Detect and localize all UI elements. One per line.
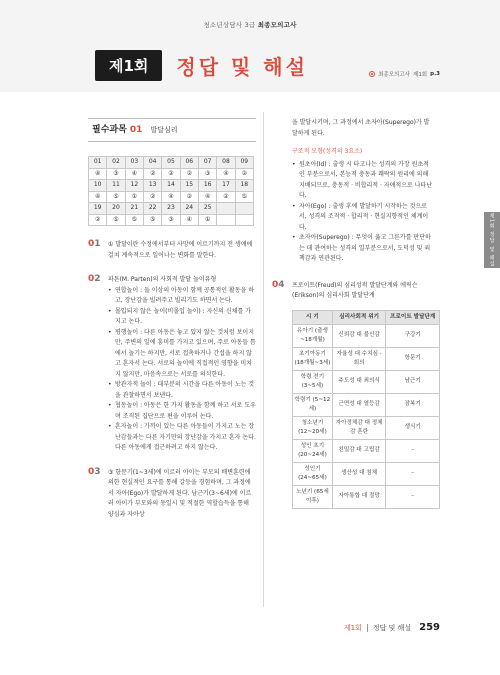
header-subtitle-bold: 최종모의고사 — [257, 21, 297, 29]
question-number-cell: 02 — [107, 157, 125, 169]
table-cell: 자아통합 대 절망 — [332, 485, 386, 508]
answer-cell: ④ — [198, 191, 216, 203]
answer-cell: ② — [235, 168, 253, 180]
question-number-cell: 18 — [235, 180, 253, 192]
answer-cell: ④ — [125, 168, 143, 180]
side-tab: 제1회 정답 및 해설 — [484, 212, 500, 268]
question-04-text: 프로이트(Freud)의 심리성적 발달단계와 에릭슨(Erikson)의 심리사회 발달단계 — [292, 281, 418, 299]
table-cell: 생식기 — [386, 416, 440, 439]
list-item: • 원초아(Id) : 출생 시 타고나는 성격의 가장 원초적인 부분으로서, 본능적 충동과 쾌락의 원리에 의해 지배되므로, 충동적 · 비합리적 · 자애적으로 나타난다. — [292, 160, 434, 202]
structure-list — [292, 160, 434, 265]
question-number-cell: 25 — [198, 203, 216, 215]
table-cell: 노년기 (65세 이후) — [293, 485, 333, 508]
table-cell: 청소년기 (12~20세) — [293, 416, 333, 439]
answer-value-row — [89, 191, 254, 203]
question-number-cell: 22 — [143, 203, 161, 215]
question-number-cell: 13 — [143, 180, 161, 192]
list-item: • 방관자적 놀이 : 대부분의 시간을 다른 아동이 노는 것을 관찰하면서 보낸다. — [108, 380, 256, 401]
table-cell: 신뢰감 대 불신감 — [332, 324, 386, 347]
table-row — [293, 393, 440, 416]
round-badge: 제1회 — [95, 50, 162, 81]
table-cell: 성인 초기 (20~24세) — [293, 439, 333, 462]
question-number-cell: 23 — [162, 203, 180, 215]
subject-tag-label: 필수과목 — [92, 124, 127, 135]
footer-round: 제1회 — [343, 623, 362, 632]
table-cell: 생산성 대 침체 — [332, 462, 386, 485]
list-item: • 몰입되지 않은 놀이(비몰입 놀이) : 자신의 신체를 가지고 논다. — [108, 307, 256, 328]
table-header: 심리사회적 위기 — [332, 310, 386, 324]
header-right-round: 제1회 — [413, 72, 428, 78]
development-table — [292, 310, 440, 509]
answer-cell: ⑤ — [107, 191, 125, 203]
answer-cell: ② — [217, 191, 235, 203]
header-subtitle — [0, 20, 500, 29]
answer-cell: ① — [198, 214, 216, 226]
list-item: • 평행놀이 : 다른 아동은 놓고 있지 않는 것처럼 보이지만, 주변의 일에 흥미를 가지고 있으며, 주로 아동들 틈에서 놀기는 하지만, 서로 접촉하거나 간섭을 하지 않고 혼자서 논다. 서로의 놀이에 직접적인 영향을 미치지 않지만, 마음속으로는 서로를 의식한다. — [108, 328, 256, 381]
table-cell: 자아정체감 대 정체감 혼란 — [332, 416, 386, 439]
table-row — [293, 416, 440, 439]
question-03-continued: 을 발달시키며, 그 과정에서 초자아(Superego)가 발달하게 된다. — [292, 119, 430, 137]
table-cell: 유아기 (출생~18개월) — [293, 324, 333, 347]
table-cell: – — [386, 485, 440, 508]
question-number-cell: 21 — [125, 203, 143, 215]
table-cell: 주도성 대 죄의식 — [332, 370, 386, 393]
answer-cell: ② — [89, 214, 107, 226]
answer-table — [88, 156, 254, 226]
question-number-cell: 03 — [125, 157, 143, 169]
table-row — [293, 370, 440, 393]
question-number-cell: 09 — [235, 157, 253, 169]
question-number-cell: 06 — [180, 157, 198, 169]
list-item: • 혼자놀이 : 가까이 있는 다른 아동들이 가지고 노는 장난감들과는 다른 자기만의 장난감을 가지고 혼자 논다. 다른 아동에게 접근하려고 하지 않는다. — [108, 422, 256, 454]
list-item: • 협동놀이 : 아동은 한 가지 활동을 함께 하고 서로 도우며 조직된 집단으로 편을 이루어 논다. — [108, 401, 256, 422]
answer-value-row — [89, 168, 254, 180]
bullseye-icon — [369, 71, 375, 77]
question-number-cell: 17 — [217, 180, 235, 192]
question-number-cell: 08 — [217, 157, 235, 169]
structure-section — [272, 147, 434, 265]
question-number-cell: 07 — [198, 157, 216, 169]
question-number-cell: 12 — [125, 180, 143, 192]
answer-cell: ⑤ — [125, 214, 143, 226]
table-cell: 구강기 — [386, 324, 440, 347]
right-column — [272, 118, 434, 509]
question-number-cell: 14 — [162, 180, 180, 192]
column-divider — [263, 112, 264, 607]
table-row — [293, 462, 440, 485]
left-column — [88, 118, 256, 520]
table-cell: 근면성 대 열등감 — [332, 393, 386, 416]
structure-heading: 구조적 모형(성격의 3요소) — [292, 148, 363, 155]
question-number: 01 — [88, 239, 101, 249]
question-number-cell: 20 — [107, 203, 125, 215]
answer-cell: ⑤ — [107, 214, 125, 226]
footer-separator — [367, 624, 368, 632]
answer-cell: ④ — [162, 191, 180, 203]
answer-cell: ③ — [198, 168, 216, 180]
answer-cell: ② — [162, 168, 180, 180]
table-cell: 친밀감 대 고립감 — [332, 439, 386, 462]
list-item: • 연합놀이 : 둘 이상의 아동이 함께 공통적인 활동을 하고, 장난감을 빌려주고 빌리기도 하면서 논다. — [108, 286, 256, 307]
question-02-intro: 파튼(M. Parten)의 사회적 발달 놀이유형 — [108, 276, 217, 283]
answer-cell: ② — [143, 168, 161, 180]
table-cell: 학령기 (5~12세) — [293, 393, 333, 416]
table-row — [293, 347, 440, 370]
table-cell: 성인기 (24~65세) — [293, 462, 333, 485]
question-number: 04 — [272, 279, 285, 290]
play-type-list — [108, 286, 256, 454]
answer-cell: ② — [180, 168, 198, 180]
question-number-cell: 04 — [143, 157, 161, 169]
answer-number-row — [89, 203, 254, 215]
question-number-cell: 11 — [107, 180, 125, 192]
header-title-row — [95, 50, 308, 80]
header-right-label — [369, 70, 440, 78]
footer-title: 정답 및 해설 — [372, 623, 412, 632]
header-subtitle-text: 청소년상담사 3급 — [203, 21, 256, 29]
table-row — [293, 439, 440, 462]
answer-value-row — [89, 214, 254, 226]
subject-tag-number: 01 — [129, 124, 143, 135]
answer-cell: ④ — [89, 191, 107, 203]
question-number-cell: 19 — [89, 203, 107, 215]
answer-cell: ④ — [89, 168, 107, 180]
answer-cell: ③ — [162, 214, 180, 226]
question-number-cell: 15 — [180, 180, 198, 192]
question-01 — [88, 240, 256, 261]
subject-tag — [92, 125, 142, 136]
question-number: 03 — [88, 466, 101, 477]
subject-header — [88, 118, 256, 142]
table-row — [293, 324, 440, 347]
subject-name: 발달심리 — [150, 125, 178, 134]
question-number-cell: 01 — [89, 157, 107, 169]
question-number-cell: 24 — [180, 203, 198, 215]
question-02 — [88, 275, 256, 454]
table-cell: 남근기 — [386, 370, 440, 393]
question-number-cell: 05 — [162, 157, 180, 169]
answer-cell: ④ — [180, 214, 198, 226]
list-item: • 초자아(Superego) : 무엇이 옳고 그른가를 판단하는 데 관여하는 성격의 일부분으로서, 도덕성 및 죄책감과 연관된다. — [292, 233, 434, 265]
table-header: 프로이트 발달단계 — [386, 310, 440, 324]
answer-cell: ⑤ — [235, 191, 253, 203]
answer-number-row — [89, 180, 254, 192]
answer-cell: ② — [143, 191, 161, 203]
answer-cell: ⑤ — [143, 214, 161, 226]
header-right-page: p.3 — [430, 71, 440, 77]
question-03 — [88, 468, 256, 521]
answer-cell: ② — [180, 191, 198, 203]
question-number-cell: 16 — [198, 180, 216, 192]
table-cell: 잠복기 — [386, 393, 440, 416]
question-number-cell — [217, 203, 235, 215]
answer-cell: ③ — [107, 168, 125, 180]
page-title: 정답 및 해설 — [176, 54, 308, 79]
question-04 — [272, 281, 434, 509]
table-cell: – — [386, 462, 440, 485]
question-number-cell — [235, 203, 253, 215]
answer-cell: ④ — [217, 168, 235, 180]
page-number: 259 — [419, 622, 440, 633]
table-cell: 자율성 대 수치심 · 회의 — [332, 347, 386, 370]
table-cell: 초기아동기 (18개월~3세) — [293, 347, 333, 370]
question-number-cell: 10 — [89, 180, 107, 192]
header-right-text: 최종모의고사 — [378, 72, 410, 78]
question-01-text: ① 발달이란 수정에서부터 사망에 이르기까지 전 생애에 걸쳐 계속적으로 일어나는 변화를 말한다. — [108, 241, 253, 259]
list-item: • 자아(Ego) : 출생 후에 발달하기 시작하는 것으로서, 성격의 조직적 · 합리적 · 현실지향적인 체계이다. — [292, 202, 434, 234]
answer-number-row — [89, 157, 254, 169]
answer-cell — [235, 214, 253, 226]
question-03-text: ③ 항문기(1~3세)에 이르러 아이는 부모의 배변훈련에 의한 현실적인 요구를 통해 갈등을 경험하며, 그 과정에서 자아(Ego)가 발달하게 된다. 남근기(3~6세)에 이르러 아이가 부모와의 동일시 및 적절한 역할습득을 통해 양심과 자아상 — [108, 468, 252, 518]
table-cell: – — [386, 439, 440, 462]
table-cell: 학령 전기 (3~5세) — [293, 370, 333, 393]
question-number: 02 — [88, 274, 101, 284]
table-row — [293, 485, 440, 508]
answer-cell — [217, 214, 235, 226]
table-header: 시 기 — [293, 310, 333, 324]
answer-cell: ① — [125, 191, 143, 203]
page-footer — [344, 622, 440, 633]
table-cell: 항문기 — [386, 347, 440, 370]
